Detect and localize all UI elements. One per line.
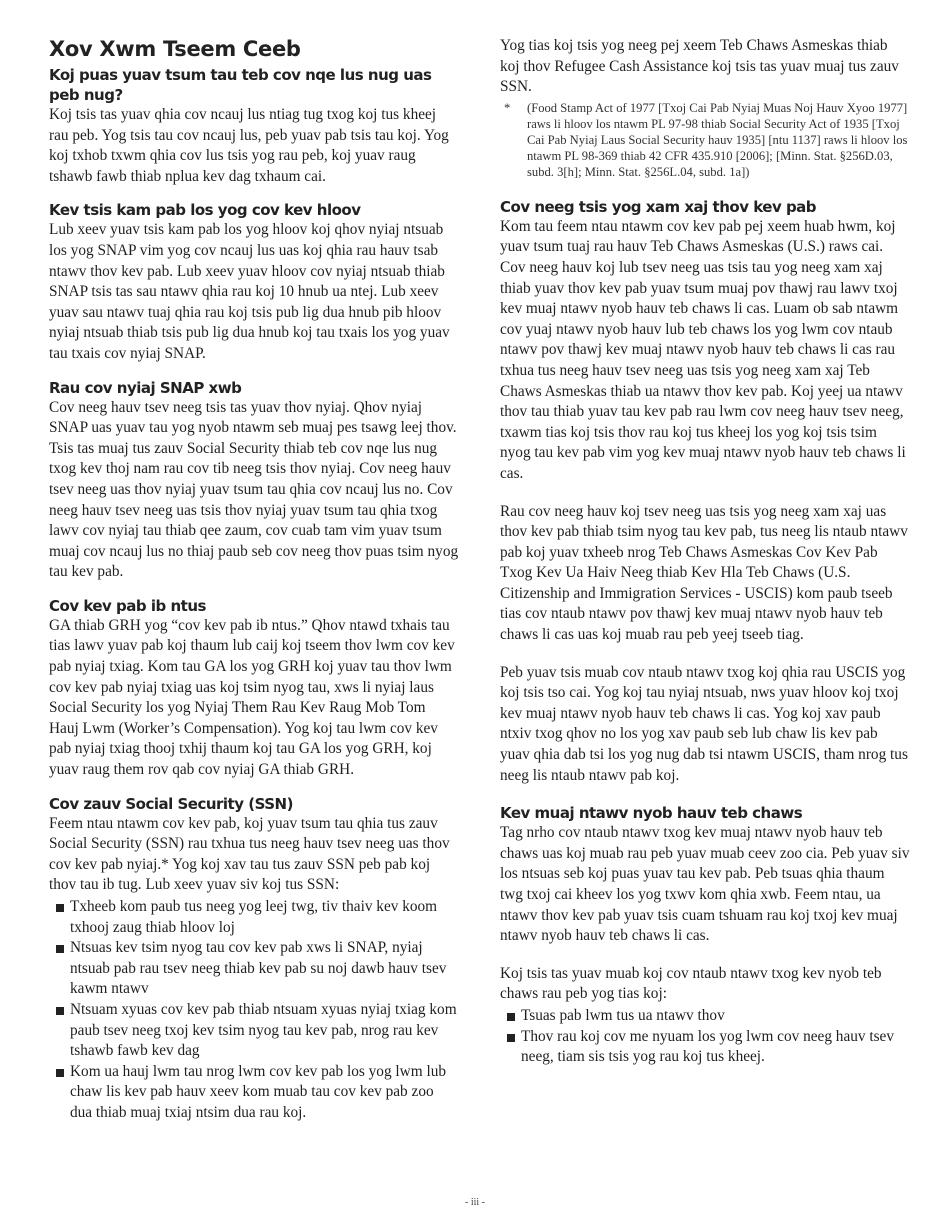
footnote <box>500 100 910 180</box>
list-item <box>49 938 459 1000</box>
list-item-text: Ntsuas kev tsim nyog tau cov kev pab xws li SNAP, nyiaj ntsuab pab rau tsev neeg thiab kev pab su noj dawb hauv tsev kawm ntawv <box>70 939 447 998</box>
section-snap-only <box>49 378 459 583</box>
footnote-text: (Food Stamp Act of 1977 [Txoj Cai Pab Nyiaj Muas Noj Hauv Xyoo 1977] raws li hloov los ntawm PL 97-98 thiab Social Security Act of 1935 [Txoj Cai Pab Nyiaj Laus Social Security hauv 1935] [ntu 1137] raws li hloov los ntawm PL 98-369 thiab 42 CFR 435.910 [2006]; [Minn. Stat. §256D.03, subd. 3[h]; Minn. Stat. §256L.04, subd. 1a]) <box>527 100 908 179</box>
section-text: Peb yuav tsis muab cov ntaub ntawv txog koj qhia rau USCIS yog koj tsis tso cai. Yog koj tau nyiaj ntsuab, nws yuav hloov koj txoj kev muaj ntawv nyob hauv teb chaws li cas. Yog koj xav paub ntxiv txog qhov no los yog xav paub seb lub chaw lis kev pab yuav qhia dab tsi los yog nug dab tsi ntawm USCIS, tham nrog tus neeg lis ntaub ntawv pab koj. <box>500 663 908 784</box>
ssn-bullet-list <box>49 897 459 1124</box>
list-item <box>500 1006 910 1027</box>
section-text: Cov neeg hauv tsev neeg tsis tas yuav thov nyiaj. Qhov nyiaj SNAP uas yuav tau yog nyob ntawm seb muaj pes tsawg leej thov. Tsis tas muaj tus zauv Social Security thiab teb cov nqe lus nug txog kev thoj nam rau cov tib neeg tsis thov nyiaj. Cov neeg hauv tsev neeg uas thov nyiaj yuav tsum tau qhia cov ncauj lus no. Cov neeg hauv tsev neeg uas tsis thov nyiaj yuav tsum tau qhia txog lawv cov nyiaj tau thiab qee zaum, cov cuab tam vim yuav tsum muaj cov ncauj lus no thiaj paub seb cov neeg thov puas tsim nyog tau kev pab. <box>49 398 459 581</box>
section-text: Koj tsis tas yuav muab koj cov ntaub ntawv txog kev nyob teb chaws rau peb yog tias koj: <box>500 964 882 1003</box>
list-item-text: Thov rau koj cov me nyuam los yog lwm cov neeg hauv tsev neeg, tiam sis tsis yog rau koj tus kheej. <box>521 1027 894 1066</box>
list-item <box>49 1062 459 1124</box>
square-bullet-icon <box>56 904 64 912</box>
list-item-text: Tsuas pab lwm tus ua ntawv thov <box>521 1006 725 1024</box>
section-text: Tag nrho cov ntaub ntawv txog kev muaj ntawv nyob hauv teb chaws uas koj muab rau peb yuav muab ceev zoo cia. Peb yuav siv los ntsuas seb koj puas yuav tau kev pab. Peb tsuas qhia thaum twg txoj cai kheev los yog txwv kom qhia xwb. Feem ntau, ua ntawv thov kev pab yuav tsis cuam tshuam rau koj txoj kev muaj ntawv nyob hauv teb chaws li cas. <box>500 824 910 945</box>
right-column <box>500 36 910 1068</box>
section-text: Feem ntau ntawm cov kev pab, koj yuav tsum tau qhia tus zauv Social Security (SSN) rau txhua tus neeg hauv tsev neeg uas thov cov kev pab nyiaj.* Yog koj xav tau tus zauv SSN peb pab koj thov tau ib tug. Lub xeev yuav siv koj tus SSN: <box>49 814 450 894</box>
section-heading: Cov zauv Social Security (SSN) <box>49 794 293 813</box>
section-interim-assistance <box>49 596 459 781</box>
ssn-continued-text: Yog tias koj tsis yog neeg pej xeem Teb Chaws Asmeskas thiab koj thov Refugee Cash Assistance koj tsis tas yuav muaj tus zauv SSN. <box>500 37 899 96</box>
section-text: GA thiab GRH yog “cov kev pab ib ntus.” Qhov ntawd txhais tau tias lawv yuav pab koj thaum lub caij koj tseem thov lwm cov kev pab nyiaj txiag. Kom tau GA los yog GRH koj yuav tau thov lwm cov kev pab nyiaj txiag uas koj tsim nyog tau, xws li nyiaj laus Social Security los yog Nyiaj Them Rau Kev Raug Mob Tom Hauj Lwm (Worker’s Compensation). Yog koj tau lwm cov kev pab nyiaj txiag thooj txhij thaum koj tau GA los yog GRH, koj yuav raug them rov qab cov nyiaj GA thiab GRH. <box>49 616 455 779</box>
square-bullet-icon <box>56 945 64 953</box>
footnote-marker: * <box>504 100 511 115</box>
left-column <box>49 36 459 1124</box>
section-heading: Kev muaj ntawv nyob hauv teb chaws <box>500 804 803 823</box>
section-heading: Cov neeg tsis yog xam xaj thov kev pab <box>500 197 817 216</box>
page-number: - iii - <box>465 1197 485 1208</box>
list-item-text: Ntsuam xyuas cov kev pab thiab ntsuam xyuas nyiaj txiag kom paub tsev neeg txoj kev tsim nyog tau kev pab, nrog rau kev tshawb fawb kev dag <box>70 1000 457 1060</box>
list-item <box>500 1027 910 1068</box>
section-intro <box>49 66 459 187</box>
section-ssn <box>49 794 459 1124</box>
square-bullet-icon <box>56 1069 64 1077</box>
list-item-text: Kom ua hauj lwm tau nrog lwm cov kev pab los yog lwm lub chaw lis kev pab hauv xeev kom muab tau cov kev pab zoo dua thiab muaj txiaj ntsim dua rau koj. <box>70 1062 446 1121</box>
section-heading: Cov kev pab ib ntus <box>49 596 206 615</box>
list-item-text: Txheeb kom paub tus neeg yog leej twg, tiv thaiv kev koom txhooj zaug thiab hloov loj <box>70 898 438 936</box>
square-bullet-icon <box>507 1034 515 1042</box>
page-title: Xov Xwm Tseem Ceeb <box>49 37 301 61</box>
square-bullet-icon <box>56 1007 64 1015</box>
section-refusal-changes <box>49 200 459 364</box>
square-bullet-icon <box>507 1013 515 1021</box>
immigration-bullet-list <box>500 1006 910 1068</box>
section-heading: Koj puas yuav tsum tau teb cov nqe lus nug uas peb nug? <box>49 66 432 104</box>
section-heading: Rau cov nyiaj SNAP xwb <box>49 378 242 397</box>
section-noncitizens <box>500 197 910 786</box>
section-text: Koj tsis tas yuav qhia cov ncauj lus ntiag tug txog koj tus kheej rau peb. Yog tsis tau cov ncauj lus, peb yuav pab tsis tau koj. Yog koj txhob txwm qhia cov lus tsis yog rau peb, koj yuav raug tshawb fawb thiab nplua kev dag txhaum cai. <box>49 106 449 185</box>
section-text: Kom tau feem ntau ntawm cov kev pab pej xeem huab hwm, koj yuav tsum tuaj rau hauv Teb Chaws Asmeskas (U.S.) raws cai. Cov neeg hauv koj lub tsev neeg uas tsis tau yog neeg xam xaj thiab yuav thov kev pab yuav tsum muaj pov thawj rau lawv txoj kev muaj ntawv nyob hauv teb chaws li cas. Luam ob sab ntawm cov yuaj ntawv nyob hauv lub teb chaws los yog lwm cov ntaub ntawv pov thawj kev muaj ntawv nyob hauv teb chaws li cas rau txhua tus neeg hauv tsev neeg uas tsis yog neeg xam xaj Teb Chaws Asmeskas thiab ua ntawv thov kev pab. Koj yeej ua ntawv thov tau thiab yuav tau kev pab rau lwm cov neeg hauv tsev neeg, txawm tias koj tsis thov rau koj tus kheej los yog koj tsis tsim nyog tau kev pab vim yog kev muaj ntawv nyob hauv teb chaws li cas. <box>500 217 906 482</box>
section-text: Lub xeev yuav tsis kam pab los yog hloov koj qhov nyiaj ntsuab los yog SNAP vim yog cov ncauj lus uas koj qhia rau hauv tsab ntawv thov kev pab. Lub xeev yuav hloov cov nyiaj ntsuab thiab SNAP tsis tas sau ntawv qhia rau koj 10 hnub ua ntej. Lub xeev yuav sau ntawv tuaj qhia rau koj tsis pub lig dua hnub pib hloov nyiaj ntsuab thiab tsis pub lig dua hnub koj tau txais los yog yuav tau txais cov nyiaj SNAP. <box>49 221 450 362</box>
list-item <box>49 1000 459 1062</box>
section-immigration-status <box>500 803 910 1068</box>
section-heading: Kev tsis kam pab los yog cov kev hloov <box>49 201 361 220</box>
section-text: Rau cov neeg hauv koj tsev neeg uas tsis yog neeg xam xaj uas thov kev pab thiab tsim nyog tau kev pab, tus neeg lis ntaub ntawv pab koj yuav txheeb nrog Teb Chaws Asmeskas Cov Kev Pab Txog Kev Ua Haiv Neeg thiab Kev Hla Teb Chaws (U.S. Citizenship and Immigration Services - USCIS) kom paub tseeb tias cov ntaub ntawv pov thawj kev muaj ntawv nyob hauv teb chaws li cas uas koj muab rau peb yeej tseeb tiag. <box>500 502 908 644</box>
list-item <box>49 897 459 938</box>
